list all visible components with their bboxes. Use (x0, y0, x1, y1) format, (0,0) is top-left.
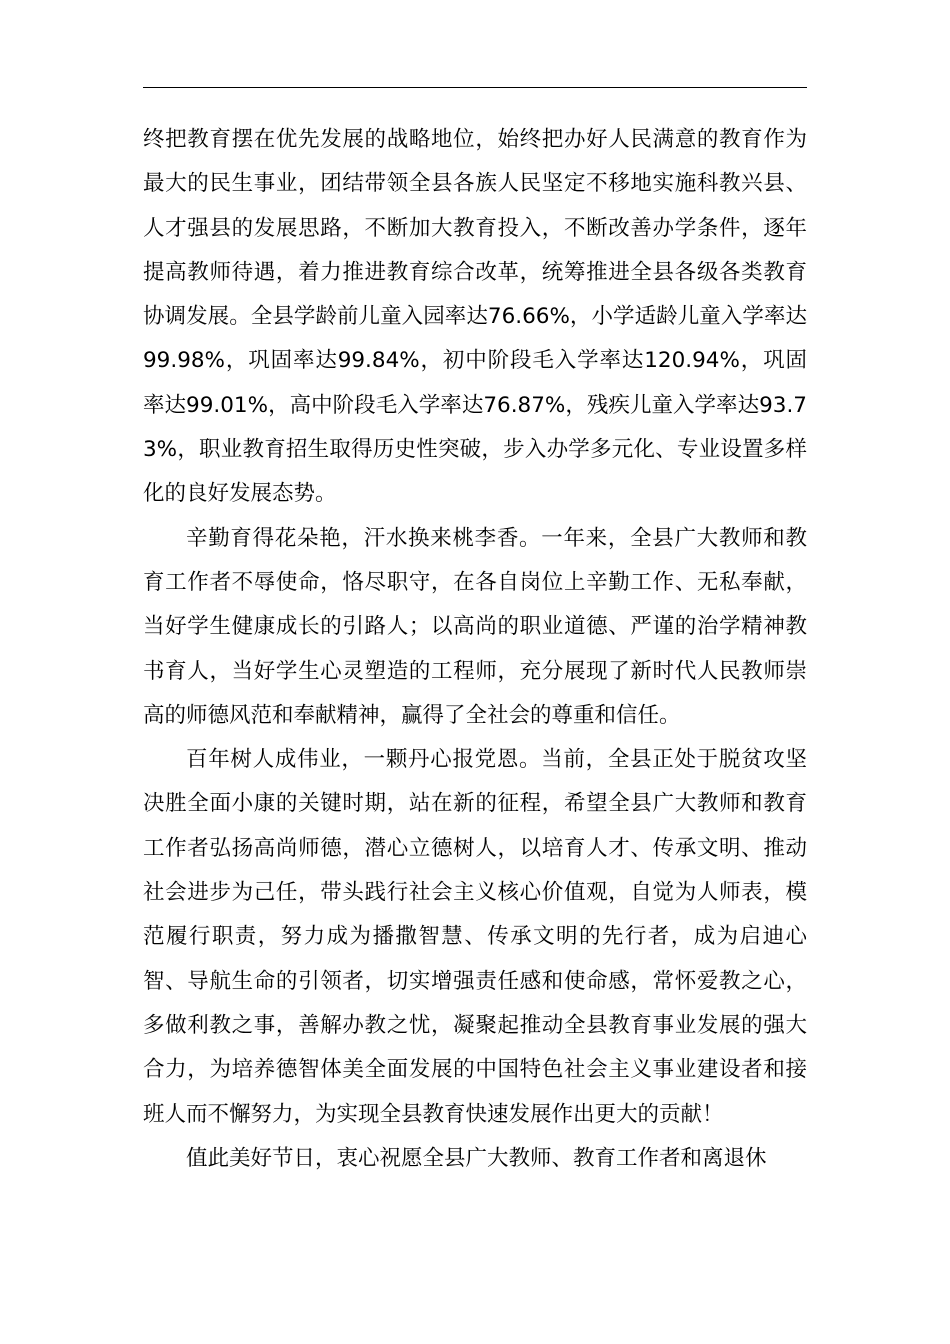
paragraph-2: 辛勤育得花朵艳，汗水换来桃李香。一年来，全县广大教师和教育工作者不辱使命，恪尽职守，在各自岗位上辛勤工作、无私奉献，当好学生健康成长的引路人；以高尚的职业道德、严谨的治学精神教书育人，当好学生心灵塑造的工程师，充分展现了新时代人民教师崇高的师德风范和奉献精神，赢得了全社会的尊重和信任。 (143, 525, 807, 728)
paragraph-3: 百年树人成伟业，一颗丹心报党恩。当前，全县正处于脱贫攻坚决胜全面小康的关键时期，站在新的征程，希望全县广大教师和教育工作者弘扬高尚师德，潜心立德树人，以培育人才、传承文明、推动社会进步为己任，带头践行社会主义核心价值观，自觉为人师表，模范履行职责，努力成为播撒智慧、传承文明的先行者，成为启迪心智、导航生命的引领者，切实增强责任感和使命感，常怀爱教之心，多做利教之事，善解办教之忧，凝聚起推动全县教育事业发展的强大合力，为培养德智体美全面发展的中国特色社会主义事业建设者和接班人而不懈努力，为实现全县教育快速发展作出更大的贡献！ (143, 747, 807, 1127)
document-body (143, 118, 807, 1181)
paragraph-4: 值此美好节日，衷心祝愿全县广大教师、教育工作者和离退休 (186, 1145, 767, 1171)
header-rule (143, 87, 807, 88)
paragraph-1: 终把教育摆在优先发展的战略地位，始终把办好人民满意的教育作为最大的民生事业，团结带领全县各族人民坚定不移地实施科教兴县、人才强县的发展思路，不断加大教育投入，不断改善办学条件，逐年提高教师待遇，着力推进教育综合改革，统筹推进全县各级各类教育协调发展。全县学龄前儿童入园率达76.66%，小学适龄儿童入学率达99.98%，巩固率达99.84%，初中阶段毛入学率达120.94%，巩固率达99.01%，高中阶段毛入学率达76.87%，残疾儿童入学率达93.73%，职业教育招生取得历史性突破，步入办学多元化、专业设置多样化的良好发展态势。 (143, 127, 807, 507)
